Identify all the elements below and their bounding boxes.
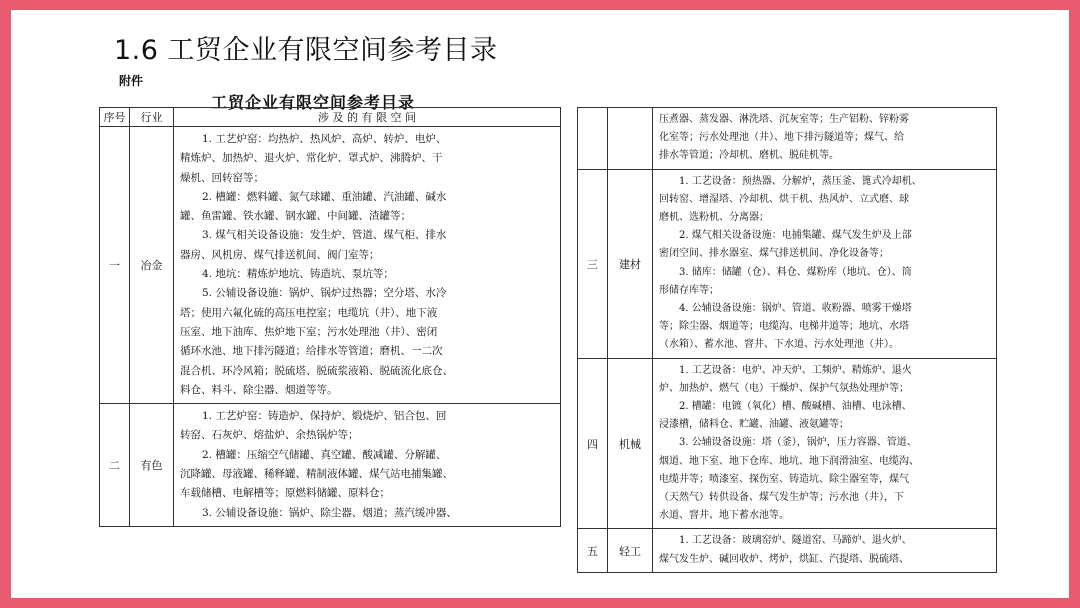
table-row xyxy=(578,529,997,572)
space-text-line: 2. 煤气相关设备设施：电捕集罐、煤气发生炉及上部 xyxy=(679,230,912,242)
space-text-line: 3. 储库：储罐（仓）、料仓、煤粉库（地坑、仓）、筒 xyxy=(679,266,912,278)
header-industry: 行业 xyxy=(130,108,174,127)
row-industry xyxy=(608,108,653,170)
space-text-line: 2. 槽罐：电镀（氧化）槽、酸碱槽、油槽、电泳槽、 xyxy=(679,401,912,413)
slide-title: 1.6 工贸企业有限空间参考目录 xyxy=(114,35,498,66)
header-number: 序号 xyxy=(100,108,130,127)
table-row xyxy=(578,358,997,529)
row-spaces-cell xyxy=(653,108,997,170)
space-text-line: 精炼炉、加热炉、退火炉、常化炉、罩式炉、沸腾炉、干 xyxy=(180,152,443,165)
space-text-line: 塔；使用六氟化硫的高压电控室；电缆坑（井）、地下液 xyxy=(180,306,438,319)
space-text-line: 3. 公辅设备设施：锅炉、除尘器、烟道；蒸汽缓冲器、 xyxy=(202,506,457,519)
table-row xyxy=(100,127,561,404)
right-table xyxy=(577,107,997,573)
space-text-line: 3. 煤气相关设备设施：发生炉、管道、煤气柜、排水 xyxy=(202,229,447,242)
row-spaces-cell xyxy=(653,358,997,529)
space-text-line: 压室、地下油库、焦炉地下室；污水处理池（井）、密闭 xyxy=(180,325,438,338)
space-text-line: 等；除尘器、烟道等；电缆沟、电梯井道等；地坑、水塔 xyxy=(659,321,909,333)
space-text-line: 密闭空间、排水器室、煤气排送机间、净化设备等； xyxy=(659,248,889,260)
space-text-line: 1. 工艺设备：预热器、分解炉，蒸压釜、篦式冷却机、 xyxy=(679,175,922,187)
space-text-line: 形储存库等； xyxy=(659,284,719,296)
space-text-line: 转窑、石灰炉、熔盐炉、余热锅炉等； xyxy=(180,429,359,442)
space-text-line: 磨机、选粉机、分离器； xyxy=(659,212,769,224)
space-text-line: 4. 地坑：精炼炉地坑、铸造坑、泵坑等； xyxy=(202,268,394,281)
table-row xyxy=(578,169,997,358)
attachment-label: 附件 xyxy=(119,74,144,88)
header-spaces: 涉 及 的 有 限 空 间 xyxy=(174,108,561,127)
space-text-line: 沉降罐、母液罐、稀释罐、精制液体罐、煤气站电捕集罐、 xyxy=(180,468,453,481)
row-number: 五 xyxy=(578,529,608,572)
space-text-line: 1. 工艺炉窑：均热炉、热风炉、高炉、转炉、电炉、 xyxy=(202,133,447,145)
space-text-line: 器房、风机房、煤气排送机间、阀门室等； xyxy=(180,248,380,261)
space-text-line: 烟道、地下室、地下仓库、地坑、地下润滑油室、电缆沟、 xyxy=(659,455,919,467)
space-text-line: 浸漆槽，储料仓、贮罐、油罐、液氨罐等； xyxy=(659,419,849,431)
space-text-line: 1. 工艺炉窑：铸造炉、保持炉、煅烧炉、铝合包、回 xyxy=(202,410,447,423)
row-number xyxy=(578,108,608,170)
space-text-line: 混合机、环冷风箱；脱硫塔、脱硫浆液箱、脱硫流化底仓、 xyxy=(180,364,453,377)
space-text-line: 4. 公辅设备设施：锅炉、管道、收粉器、喷雾干燥塔 xyxy=(679,303,912,315)
space-text-line: 车载储槽、电解槽等；原燃料储罐、原料仓； xyxy=(180,487,390,500)
table-row xyxy=(578,108,997,170)
space-text-line: 电缆井等；喷漆室、探伤室、铸造坑、除尘器室等，煤气 xyxy=(659,473,909,485)
row-spaces-cell xyxy=(174,404,561,527)
left-table xyxy=(99,107,561,527)
space-text-line: 化室等；污水处理池（井）、地下排污隧道等；煤气、给 xyxy=(659,132,904,144)
table-row xyxy=(100,404,561,527)
row-industry: 有色 xyxy=(130,404,174,527)
space-text-line: 2. 槽罐：燃料罐、氮气球罐、重油罐、汽油罐、碱水 xyxy=(202,190,447,203)
row-number: 三 xyxy=(578,169,608,358)
row-number: 二 xyxy=(100,404,130,527)
right-table-body xyxy=(578,108,997,573)
space-text-line: 3. 公辅设备设施：塔（釜），锅炉，压力容器、管道、 xyxy=(679,437,917,449)
space-text-line: 水道、窨井、地下蓄水池等。 xyxy=(659,510,789,522)
space-text-line: 料仓、料斗、除尘器、烟道等等。 xyxy=(180,383,338,396)
space-text-line: 排水等管道；冷却机、磨机、脱硅机等。 xyxy=(659,150,839,162)
space-text-line: （水箱）、蓄水池、窨井、下水道、污水处理池（井）。 xyxy=(659,339,899,351)
space-text-line: 压煮器、蒸发器、淋洗塔、沉灰室等；生产铝粉、锌粉雾 xyxy=(659,114,909,125)
row-industry: 冶金 xyxy=(130,127,174,404)
row-industry: 机械 xyxy=(608,358,653,529)
row-industry: 建材 xyxy=(608,169,653,358)
left-table-body xyxy=(100,127,561,527)
space-text-line: 1. 工艺设备：玻璃窑炉、隧道窑、马蹄炉、退火炉、 xyxy=(679,535,912,547)
row-spaces-cell xyxy=(174,127,561,404)
space-text-line: 罐、鱼雷罐、铁水罐、钢水罐、中间罐、渣罐等； xyxy=(180,210,411,223)
row-spaces-cell xyxy=(653,169,997,358)
space-text-line: 煤气发生炉、碱回收炉、烤炉，烘缸、汽提塔、脱硫塔、 xyxy=(659,553,909,565)
space-text-line: 循环水池、地下排污隧道；给排水等管道；磨机、一二次 xyxy=(180,345,443,358)
table-header-row xyxy=(100,108,561,127)
row-spaces-cell xyxy=(653,529,997,572)
row-number: 一 xyxy=(100,127,130,404)
space-text-line: 2. 槽罐：压缩空气储罐、真空罐、酸减罐、分解罐、 xyxy=(202,448,447,461)
space-text-line: （天然气）转供设备、煤气发生炉等；污水池（井），下 xyxy=(659,492,904,504)
space-text-line: 回转窑、增湿塔、冷却机、烘干机、热风炉、立式磨、球 xyxy=(659,193,909,205)
row-industry: 轻工 xyxy=(608,529,653,572)
row-number: 四 xyxy=(578,358,608,529)
space-text-line: 1. 工艺设备：电炉、冲天炉、工频炉、精炼炉、退火 xyxy=(679,364,912,376)
space-text-line: 燥机、回转窑等； xyxy=(180,171,264,184)
space-text-line: 5. 公辅设备设施：锅炉、锅炉过热器；空分塔、水冷 xyxy=(202,287,447,300)
space-text-line: 炉、加热炉、燃气（电）干燥炉、保护气氛热处理炉等； xyxy=(659,382,909,394)
document-title: 工贸企业有限空间参考目录 xyxy=(211,93,416,112)
